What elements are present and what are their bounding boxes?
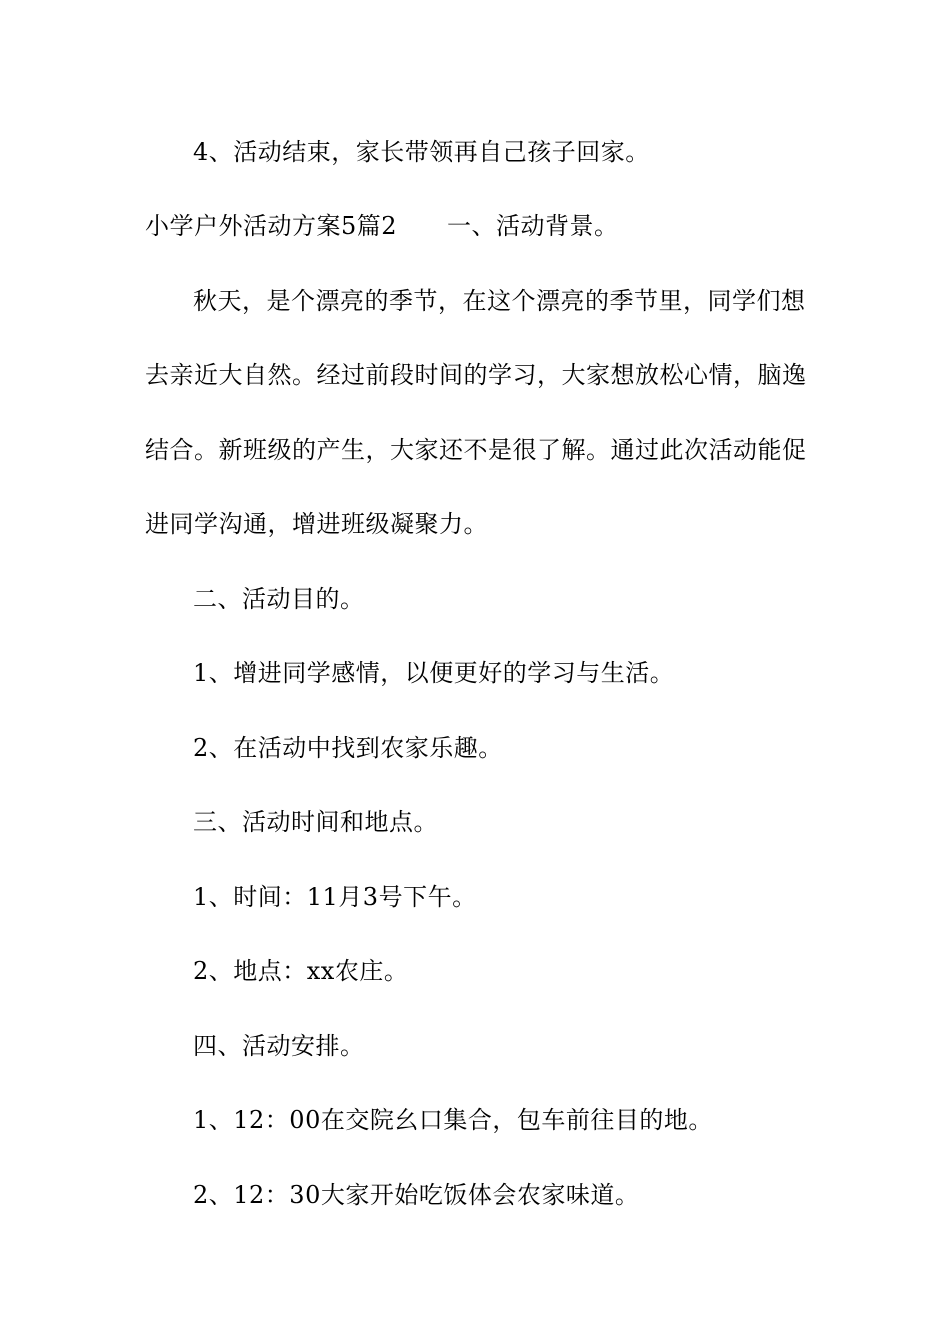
list-item: 2、12：30大家开始吃饭体会农家味道。 [193, 1181, 640, 1209]
list-item: 2、地点：xx农庄。 [193, 957, 409, 985]
doc-title: 小学户外活动方案5篇2 [145, 212, 398, 240]
paragraph-line: 去亲近大自然。经过前段时间的学习，大家想放松心情，脑逸 [145, 361, 807, 389]
section-heading: 二、活动目的。 [193, 585, 365, 613]
section-heading: 三、活动时间和地点。 [193, 808, 438, 836]
heading-line [145, 210, 619, 242]
list-item: 1、增进同学感情，以便更好的学习与生活。 [193, 659, 675, 687]
list-item: 1、12：00在交院幺口集合，包车前往目的地。 [193, 1106, 713, 1134]
paragraph-line: 进同学沟通，增进班级凝聚力。 [145, 510, 488, 538]
paragraph-line: 结合。新班级的产生，大家还不是很了解。通过此次活动能促 [145, 436, 807, 464]
section-heading: 四、活动安排。 [193, 1032, 365, 1060]
paragraph-line: 秋天，是个漂亮的季节，在这个漂亮的季节里，同学们想 [193, 287, 806, 315]
list-item: 2、在活动中找到农家乐趣。 [193, 734, 503, 762]
paragraph-line: 4、活动结束，家长带领再自己孩子回家。 [193, 138, 650, 166]
list-item: 1、时间：11月3号下午。 [193, 883, 477, 911]
section-heading: 一、活动背景。 [447, 212, 619, 240]
